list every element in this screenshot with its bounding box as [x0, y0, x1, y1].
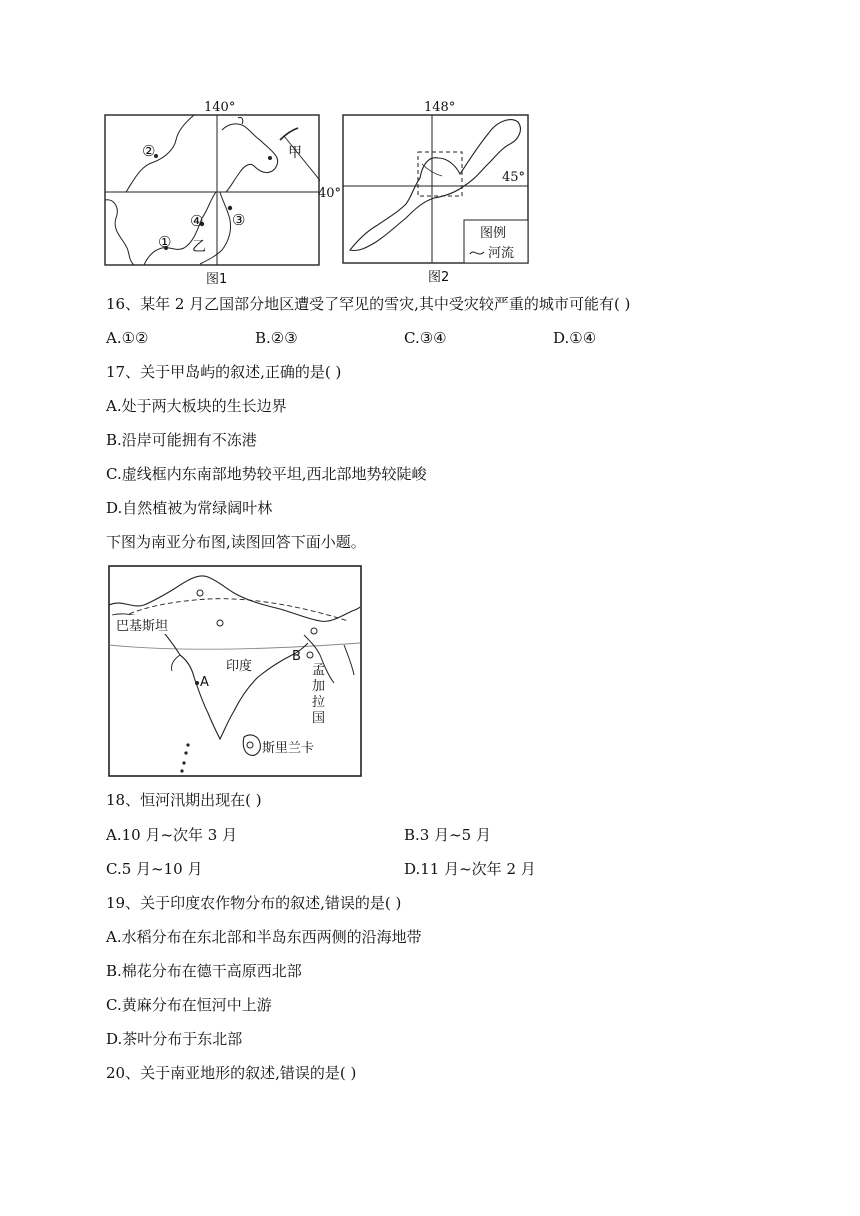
- fig1-marker-2: ②: [142, 142, 156, 160]
- q18-option-d: D.11 月~次年 2 月: [404, 860, 536, 878]
- figure-1-svg: [104, 100, 320, 286]
- q18-option-b: B.3 月~5 月: [404, 826, 491, 844]
- q16-option-d: D.①④: [553, 329, 597, 347]
- q16-option-b: B.②③: [255, 329, 298, 347]
- q18-option-a: A.10 月~次年 3 月: [106, 826, 238, 844]
- fig2-lon-label: 148°: [424, 100, 456, 115]
- q19-option-c: C.黄麻分布在恒河中上游: [106, 996, 272, 1014]
- q20-stem: 20、关于南亚地形的叙述,错误的是( ): [106, 1064, 357, 1082]
- q16-stem: 16、某年 2 月乙国部分地区遭受了罕见的雪灾,其中受灾较严重的城市可能有( ): [106, 295, 631, 313]
- q19-option-a: A.水稻分布在东北部和半岛东西两侧的沿海地带: [106, 928, 422, 946]
- q17-option-c: C.虚线框内东南部地势较平坦,西北部地势较陡峻: [106, 465, 427, 483]
- fig1-marker-4: ④: [190, 212, 204, 230]
- label-bangladesh-3: 拉: [312, 695, 326, 710]
- fig1-caption: 图1: [206, 272, 228, 287]
- fig2-caption: 图2: [428, 270, 450, 285]
- label-bangladesh-1: 孟: [312, 663, 326, 678]
- q18-stem: 18、恒河汛期出现在( ): [106, 791, 262, 809]
- fig1-marker-3: ③: [232, 211, 246, 229]
- fig2-legend-title: 图例: [480, 226, 507, 241]
- fig1-country-yi: 乙: [192, 239, 206, 255]
- label-bangladesh-2: 加: [312, 679, 326, 694]
- label-pakistan: 巴基斯坦: [116, 615, 168, 634]
- q19-option-d: D.茶叶分布于东北部: [106, 1030, 243, 1048]
- q16-option-c: C.③④: [404, 329, 447, 347]
- q17-option-d: D.自然植被为常绿阔叶林: [106, 499, 273, 517]
- fig1-marker-1: ①: [158, 233, 172, 251]
- q17-option-b: B.沿岸可能拥有不冻港: [106, 431, 257, 449]
- label-a: A: [200, 675, 209, 690]
- q18-option-c: C.5 月~10 月: [106, 860, 203, 878]
- q17-option-a: A.处于两大板块的生长边界: [106, 397, 287, 415]
- label-b: B: [292, 649, 301, 664]
- label-bangladesh-4: 国: [312, 711, 326, 726]
- fig2-legend-river: 河流: [488, 246, 515, 261]
- figure-2-map: [318, 100, 532, 286]
- label-india: 印度: [226, 659, 253, 674]
- q19-stem: 19、关于印度农作物分布的叙述,错误的是( ): [106, 894, 402, 912]
- q19-option-b: B.棉花分布在德干高原西北部: [106, 962, 302, 980]
- south-asia-map: [108, 565, 362, 777]
- fig1-lon-label: 140°: [204, 100, 236, 115]
- label-srilanka: 斯里兰卡: [262, 741, 315, 756]
- label-bangladesh: [312, 663, 325, 727]
- fig2-lat-label-right: 45°: [502, 170, 526, 185]
- q17-stem: 17、关于甲岛屿的叙述,正确的是( ): [106, 363, 342, 381]
- figure-1-map: [104, 100, 320, 286]
- fig1-island-jia: 甲: [288, 145, 302, 161]
- q16-option-a: A.①②: [106, 329, 149, 347]
- fig2-lat-label-left: 40°: [318, 186, 342, 201]
- intro-text: 下图为南亚分布图,读图回答下面小题。: [106, 533, 366, 551]
